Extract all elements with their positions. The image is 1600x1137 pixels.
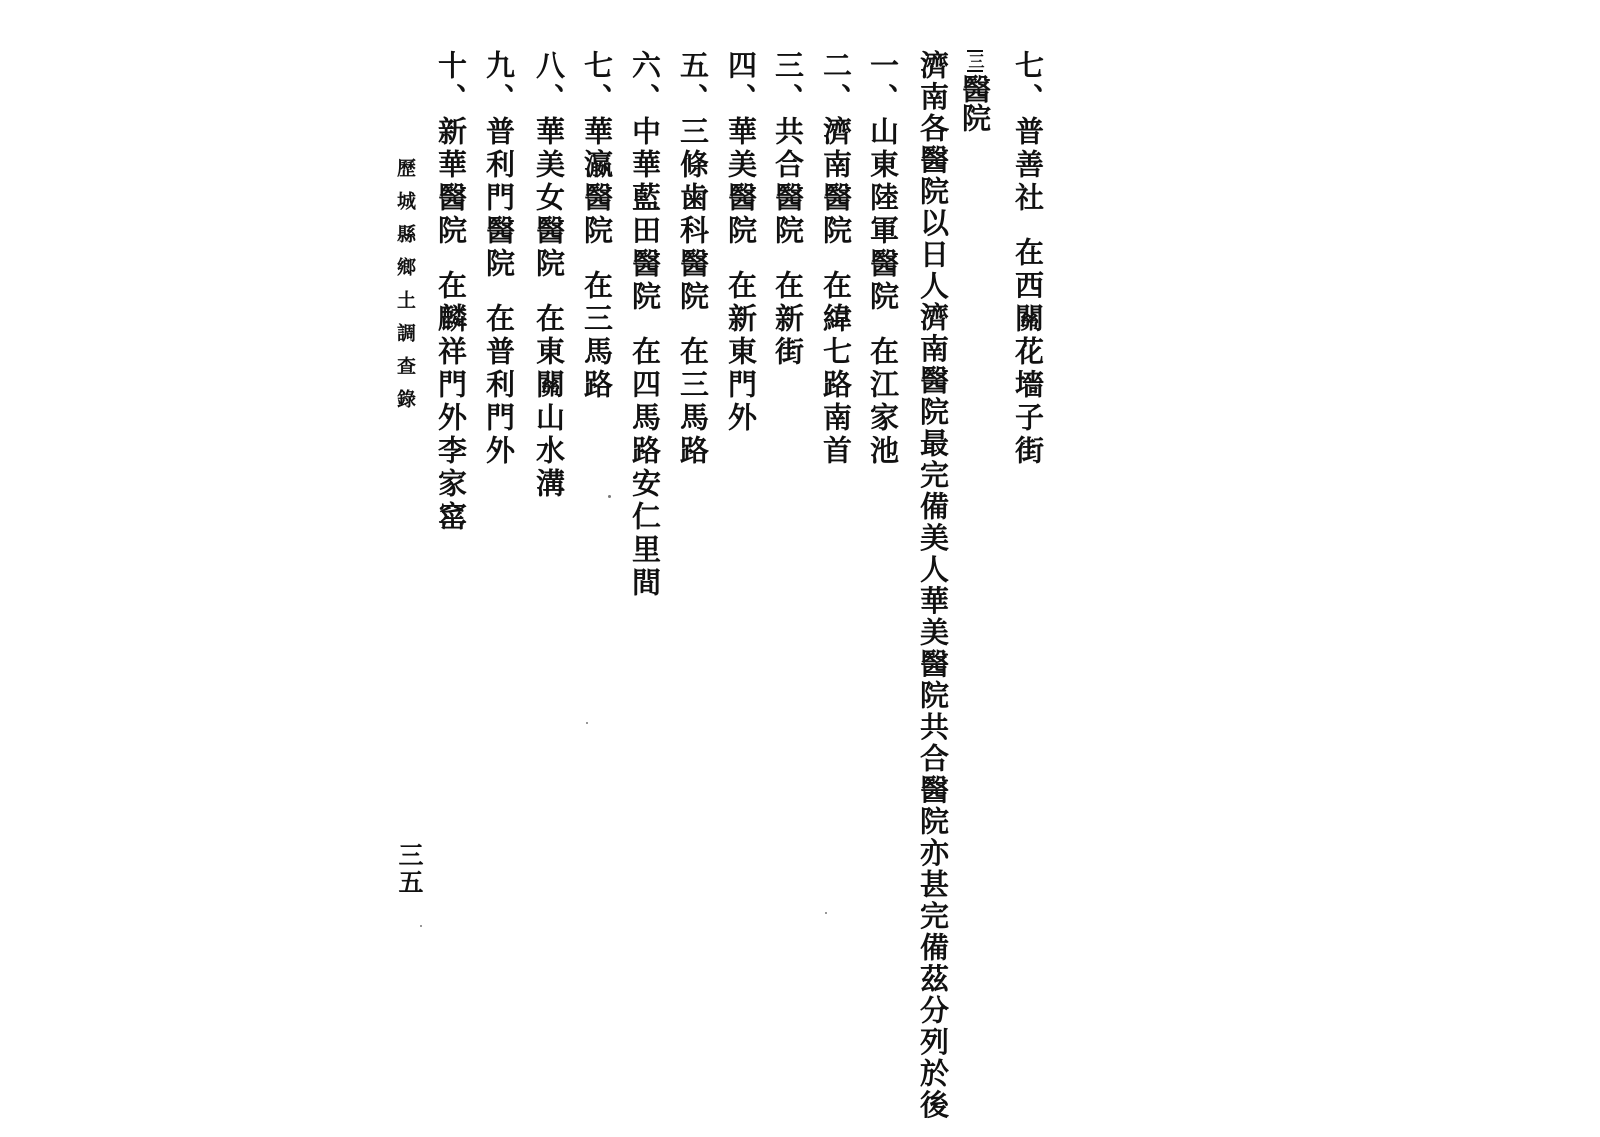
- list-item: [580, 50, 614, 402]
- print-speck: [825, 912, 827, 914]
- hospital-location: 在四馬路安仁里間: [628, 336, 662, 600]
- prev-entry-location: 在西關花墻子街: [1011, 237, 1045, 468]
- hospital-name: 山東陸軍醫院: [866, 116, 900, 314]
- hospital-number: 五、: [676, 50, 710, 116]
- hospital-number: 七、: [580, 50, 614, 116]
- prev-entry-column: [1011, 50, 1045, 468]
- page-number: 三五: [395, 842, 424, 896]
- prev-entry-number: 七、: [1011, 50, 1045, 116]
- section-number: 三: [967, 50, 983, 72]
- hospital-location: 在江家池: [866, 336, 900, 468]
- hospital-name: 普利門醫院: [482, 116, 516, 281]
- list-item: [434, 50, 468, 534]
- list-item: [819, 50, 853, 468]
- hospital-location: 在新東門外: [724, 270, 758, 435]
- hospital-location: 在三馬路: [580, 270, 614, 402]
- section-title: 醫院: [958, 74, 992, 132]
- hospital-location: 在麟祥門外李家窰: [434, 270, 468, 534]
- hospital-name: 中華藍田醫院: [628, 116, 662, 314]
- intro-paragraph: 濟南各醫院以日人濟南醫院最完備美人華美醫院共合醫院亦甚完備茲分列於後: [916, 50, 950, 1121]
- section-heading: [958, 50, 992, 132]
- hospital-number: 四、: [724, 50, 758, 116]
- hospital-name: 三條歯科醫院: [676, 116, 710, 314]
- hospital-number: 九、: [482, 50, 516, 116]
- hospital-name: 華美女醫院: [532, 116, 566, 281]
- hospital-location: 在新街: [771, 270, 805, 369]
- hospital-name: 新華醫院: [434, 116, 468, 248]
- hospital-number: 八、: [532, 50, 566, 116]
- hospital-location: 在普利門外: [482, 303, 516, 468]
- hospital-location: 在緯七路南首: [819, 270, 853, 468]
- hospital-number: 六、: [628, 50, 662, 116]
- list-item: [628, 50, 662, 600]
- list-item: [866, 50, 900, 468]
- hospital-number: 二、: [819, 50, 853, 116]
- list-item: [676, 50, 710, 468]
- print-speck: [586, 722, 588, 724]
- list-item: [482, 50, 516, 468]
- list-item: [771, 50, 805, 369]
- book-title: 歷城縣鄉土調查錄: [394, 158, 416, 422]
- hospital-name: 華美醫院: [724, 116, 758, 248]
- hospital-name: 共合醫院: [771, 116, 805, 248]
- hospital-location: 在東關山水溝: [532, 303, 566, 501]
- print-speck: [420, 925, 422, 927]
- prev-entry-name: 普善社: [1011, 116, 1045, 215]
- list-item: [532, 50, 566, 501]
- hospital-location: 在三馬路: [676, 336, 710, 468]
- hospital-number: 三、: [771, 50, 805, 116]
- print-speck: [608, 495, 611, 498]
- hospital-name: 濟南醫院: [819, 116, 853, 248]
- list-item: [724, 50, 758, 435]
- hospital-name: 華瀛醫院: [580, 116, 614, 248]
- hospital-number: 一、: [866, 50, 900, 116]
- hospital-number: 十、: [434, 50, 468, 116]
